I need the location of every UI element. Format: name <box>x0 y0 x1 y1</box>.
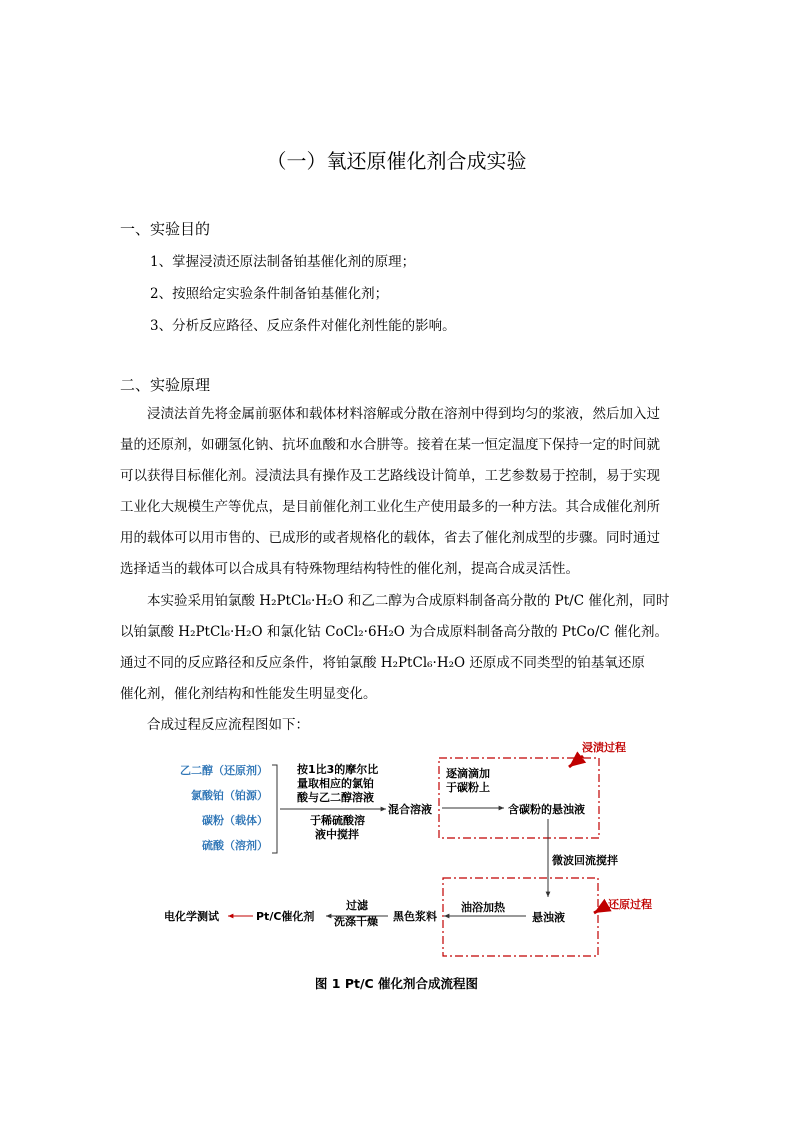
principle-paragraph-2 <box>120 586 673 710</box>
para1-line: 可以获得目标催化剂。浸渍法具有操作及工艺路线设计简单，工艺参数易于控制，易于实现 <box>120 468 660 484</box>
para2-line: 催化剂，催化剂结构和性能发生明显变化。 <box>120 686 377 702</box>
reduction-box <box>443 878 598 956</box>
para2-line: 以铂氯酸 H₂PtCl₆·H₂O 和氯化钴 CoCl₂·6H₂O 为合成原料制备高分散的 PtCo/C 催化剂。 <box>120 624 669 640</box>
input-sulfuric-acid: 硫酸（溶剂） <box>202 839 268 852</box>
principle-paragraph-1 <box>120 399 673 585</box>
principle-paragraph-3: 合成过程反应流程图如下： <box>147 717 309 733</box>
para1-line: 量的还原剂，如硼氢化钠、抗坏血酸和水合肼等。接着在某一恒定温度下保持一定的时间就 <box>120 437 660 453</box>
step1-line-1: 按1比3的摩尔比 <box>297 763 379 776</box>
purpose-item-2: 2、按照给定实验条件制备铂基催化剂； <box>150 286 389 302</box>
wash-dry-label: 洗涤干燥 <box>334 915 378 928</box>
electrochemical-test: 电化学测试 <box>164 910 219 923</box>
mixed-solution: 混合溶液 <box>388 803 432 816</box>
step1-bottom-line-1: 于稀硫酸溶 <box>310 814 365 827</box>
microwave-reflux-label: 微波回流搅拌 <box>552 854 618 867</box>
inputs-bracket <box>272 765 277 853</box>
input-carbon-powder: 碳粉（载体） <box>202 814 268 827</box>
reduction-pointer-icon <box>594 905 608 913</box>
oil-bath-label: 油浴加热 <box>461 901 505 914</box>
para1-line: 工业化大规模生产等优点，是目前催化剂工业化生产使用最多的一种方法。其合成催化剂所 <box>120 499 660 515</box>
section-heading-purpose: 一、实验目的 <box>120 220 211 238</box>
suspension: 悬浊液 <box>532 911 565 924</box>
para1-line: 用的载体可以用市售的、已成形的或者规格化的载体，省去了催化剂成型的步骤。同时通过 <box>120 530 660 546</box>
step1-line-2: 量取相应的氯铂 <box>297 777 374 790</box>
filter-label: 过滤 <box>346 899 368 912</box>
purpose-item-1: 1、掌握浸渍还原法制备铂基催化剂的原理； <box>150 254 416 270</box>
black-slurry: 黑色浆料 <box>393 910 437 923</box>
purpose-item-3: 3、分析反应路径、反应条件对催化剂性能的影响。 <box>150 318 456 334</box>
step1-bottom-line-2: 液中搅拌 <box>315 828 359 841</box>
section-heading-principle: 二、实验原理 <box>120 376 211 394</box>
input-chloroplatinic-acid: 氯酸铂（铂源） <box>191 789 268 802</box>
impregnation-label: 浸渍过程 <box>582 741 626 754</box>
drip-line-1: 逐滴滴加 <box>446 767 490 780</box>
drip-line-2: 于碳粉上 <box>446 781 490 794</box>
para2-line: 本实验采用铂氯酸 H₂PtCl₆·H₂O 和乙二醇为合成原料制备高分散的 Pt/C 催化剂，同时 <box>147 593 670 609</box>
suspension-with-carbon: 含碳粉的悬浊液 <box>508 803 585 816</box>
figure-caption: 图 1 Pt/C 催化剂合成流程图 <box>314 976 479 991</box>
para1-line: 选择适当的载体可以合成具有特殊物理结构特性的催化剂，提高合成灵活性。 <box>120 561 579 577</box>
step1-line-3: 酸与乙二醇溶液 <box>297 791 374 804</box>
pt-c-catalyst: Pt/C催化剂 <box>256 910 315 923</box>
reduction-label: 还原过程 <box>608 898 652 911</box>
page-title: （一）氧还原催化剂合成实验 <box>266 149 527 173</box>
para1-line: 浸渍法首先将金属前驱体和载体材料溶解或分散在溶剂中得到均匀的浆液，然后加入过 <box>147 406 660 422</box>
para2-line: 通过不同的反应路径和反应条件，将铂氯酸 H₂PtCl₆·H₂O 还原成不同类型的铂基氧还原 <box>120 655 645 671</box>
input-ethylene-glycol: 乙二醇（还原剂） <box>180 764 268 777</box>
synthesis-flowchart <box>150 735 670 975</box>
